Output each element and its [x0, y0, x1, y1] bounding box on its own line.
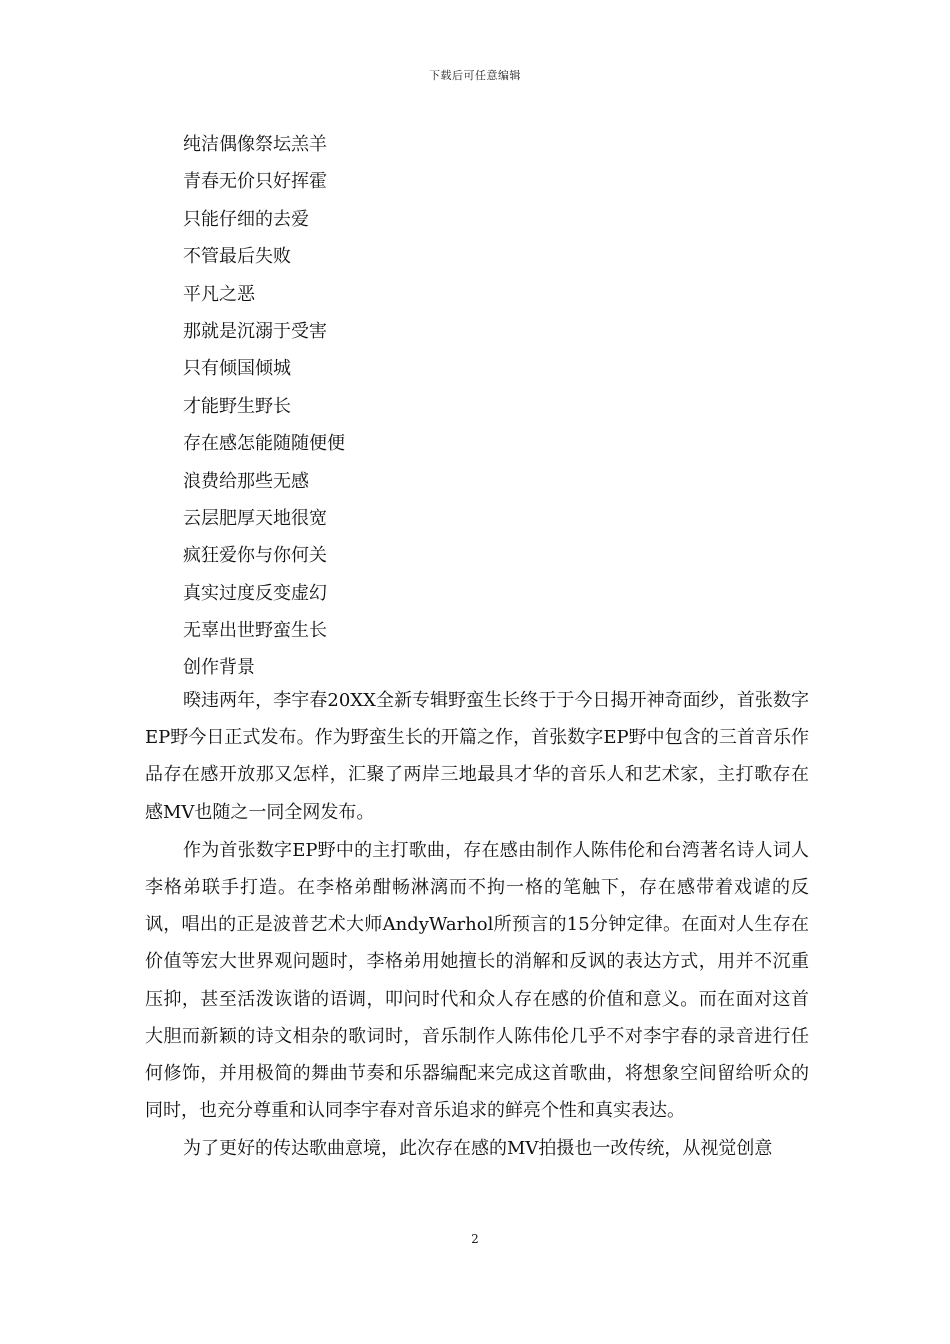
paragraph: 为了更好的传达歌曲意境，此次存在感的MV拍摄也一改传统，从视觉创意 — [183, 1138, 773, 1160]
lyric-line: 纯洁偶像祭坛羔羊 — [183, 134, 327, 155]
lyrics-list — [183, 126, 345, 687]
body-text — [145, 682, 809, 1169]
paragraph: 作为首张数字EP野中的主打歌曲，存在感由制作人陈伟伦和台湾著名诗人词人李格弟联手打造。在李格弟酣畅淋漓而不拘一格的笔触下，存在感带着戏谑的反讽，唱出的正是波普艺术大师AndyWarhol所预言的15分钟定律。在面对人生存在价值等宏大世界观问题时，李格弟用她擅长的消解和反讽的表达方式，用并不沉重压抑，甚至活泼诙谐的语调，叩问时代和众人存在感的价值和意义。而在面对这首大胆而新颖的诗文相杂的歌词时，音乐制作人陈伟伦几乎不对李宇春的录音进行任何修饰，并用极简的舞曲节奏和乐器编配来完成这首歌曲，将想象空间留给听众的同时，也充分尊重和认同李宇春对音乐追求的鲜亮个性和真实表达。 — [145, 839, 809, 1122]
lyric-line: 云层肥厚天地很宽 — [183, 507, 327, 529]
lyric-line: 才能野生野长 — [183, 395, 291, 417]
lyric-line: 存在感怎能随随便便 — [183, 433, 345, 455]
page-header: 下载后可任意编辑 — [429, 69, 521, 82]
lyric-line: 只能仔细的去爱 — [183, 208, 309, 230]
lyric-line: 无辜出世野蛮生长 — [183, 620, 327, 642]
lyric-line: 那就是沉溺于受害 — [183, 320, 327, 342]
lyric-line: 青春无价只好挥霍 — [183, 171, 327, 193]
lyric-line: 疯狂爱你与你何关 — [183, 545, 327, 567]
page-number: 2 — [471, 1232, 479, 1246]
lyric-line: 不管最后失败 — [183, 246, 291, 268]
lyric-line: 浪费给那些无感 — [183, 470, 309, 492]
paragraph: 暌违两年，李宇春20XX全新专辑野蛮生长终于于今日揭开神奇面纱，首张数字EP野今日正式发布。作为野蛮生长的开篇之作，首张数字EP野中包含的三首音乐作品存在感开放那又怎样，汇聚了两岸三地最具才华的音乐人和艺术家，主打歌存在感MV也随之一同全网发布。 — [145, 690, 809, 823]
section-heading: 创作背景 — [183, 657, 255, 679]
lyric-line: 平凡之恶 — [183, 283, 255, 305]
lyric-line: 只有倾国倾城 — [183, 358, 291, 380]
lyric-line: 真实过度反变虚幻 — [183, 582, 327, 604]
